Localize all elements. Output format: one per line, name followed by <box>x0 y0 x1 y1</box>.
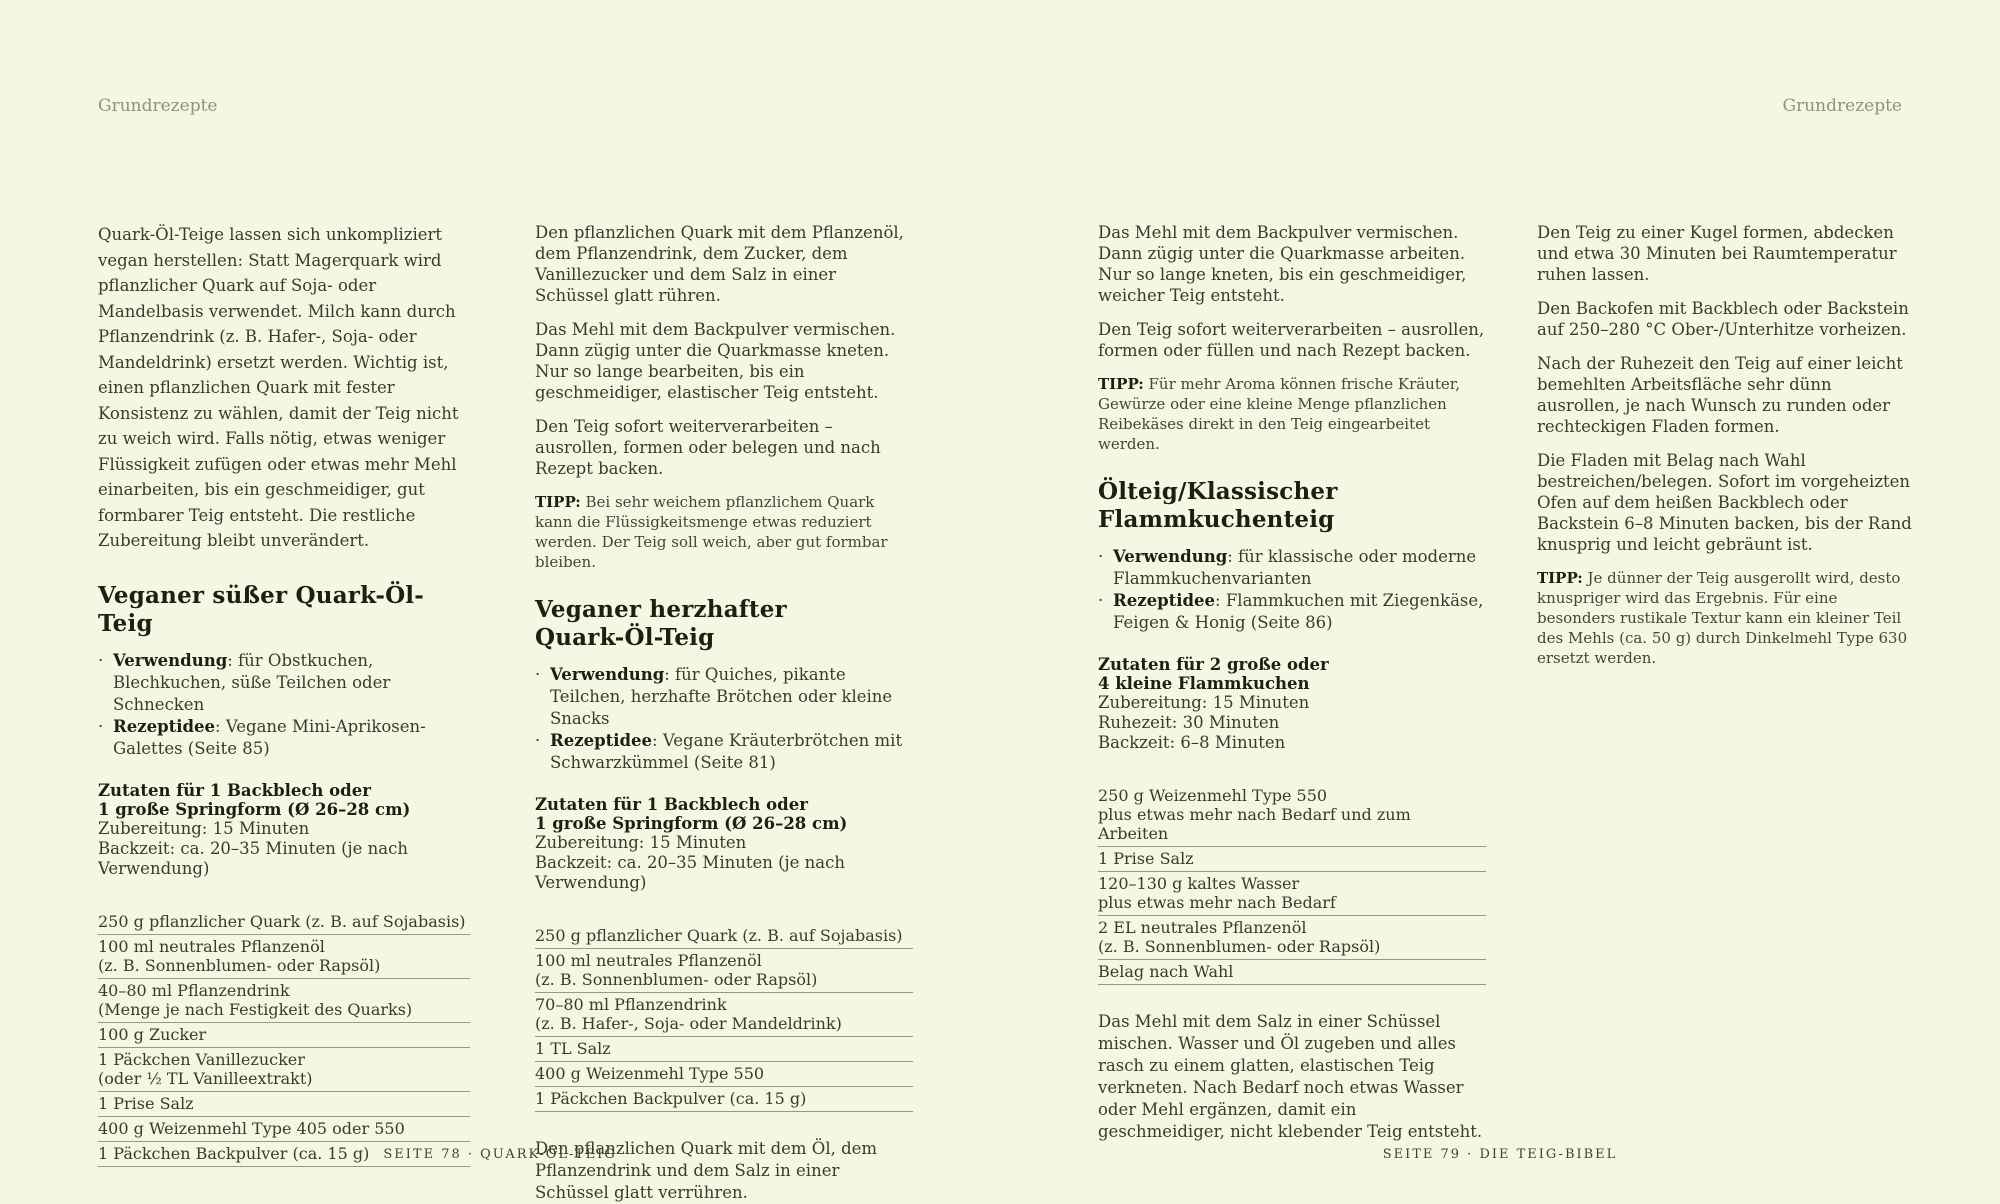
yield-line: Zutaten für 2 große oder <box>1098 655 1329 674</box>
tip-label: TIPP: <box>1098 375 1144 393</box>
ingredient-row <box>1098 960 1486 985</box>
ingredient-row <box>535 949 913 993</box>
page-footer-left: SEITE 78 · QUARK-ÖL-TEIG <box>383 1147 617 1162</box>
list-item <box>535 664 913 730</box>
step-paragraph: Das Mehl mit dem Backpulver vermischen. Dann zügig unter die Quarkmasse arbeiten. Nur so lange kneten, bis ein geschmeidiger, weicher Teig entsteht. <box>1098 223 1467 305</box>
ingredient-line: 1 Prise Salz <box>98 1093 194 1113</box>
ingredient-line: 250 g pflanzlicher Quark (z. B. auf Sojabasis) <box>535 926 903 945</box>
page-footer-right: SEITE 79 · DIE TEIG-BIBEL <box>1382 1147 1618 1162</box>
step-paragraph: Das Mehl mit dem Salz in einer Schüssel mischen. Wasser und Öl zugeben und alles rasch zu einem glatten, elastischen Teig verkneten. Nach Bedarf noch etwas Wasser oder Mehl ergänzen, damit ein geschmeidiger, nicht klebender Teig entsteht. <box>1098 1012 1483 1141</box>
ingredient-line: Belag nach Wahl <box>1098 962 1234 981</box>
yield-line: 1 große Springform (Ø 26–28 cm) <box>98 799 411 819</box>
list-item-label: Verwendung <box>550 665 665 684</box>
ingredient-row <box>535 1087 913 1112</box>
ingredient-line: 1 Päckchen Backpulver (ca. 15 g) <box>535 1089 807 1108</box>
ingredient-line: 2 EL neutrales Pflanzenöl <box>1098 918 1307 937</box>
running-header-left: Grundrezepte <box>98 96 218 116</box>
column-1 <box>98 222 470 1167</box>
list-item-text <box>113 716 470 760</box>
list-item-text <box>1113 590 1486 634</box>
list-item <box>1098 546 1486 590</box>
list-item-text <box>550 664 913 730</box>
step-paragraph: Den Backofen mit Backblech oder Backstein auf 250–280 °C Ober-/Unterhitze vorheizen. <box>1537 299 1909 339</box>
meta-line: Zubereitung: 15 Minuten <box>98 818 310 838</box>
ingredient-row <box>1098 847 1486 872</box>
list-item-value: : für klassische oder moderne Flammkuchenvarianten <box>1113 547 1477 588</box>
recipe-meta <box>535 833 913 893</box>
title-line: Flammkuchenteig <box>1098 506 1335 533</box>
bullet-icon: · <box>1098 591 1104 610</box>
recipe-title-oil-dough-flammkuchen <box>1098 478 1486 534</box>
list-item-label: Verwendung <box>113 650 228 670</box>
ingredient-line: 250 g Weizenmehl Type 550 <box>1098 786 1328 805</box>
meta-line: Backzeit: ca. 20–35 Minuten (je nach Verwendung) <box>98 838 409 878</box>
tip-paragraph <box>535 492 913 572</box>
ingredient-line: 70–80 ml Pflanzendrink <box>535 995 727 1014</box>
intro-paragraph: Quark-Öl-Teige lassen sich unkompliziert vegan herstellen: Statt Magerquark wird pflanzlicher Quark auf Soja- oder Mandelbasis verwendet. Milch kann durch Pflanzendrink (z. B. Hafer-, Soja- oder Mandeldrink) ersetzt werden. Wichtig ist, einen pflanzlichen Quark mit fester Konsistenz zu wählen, damit der Teig nicht zu weich wird. Falls nötig, etwas weniger Flüssigkeit zufügen oder etwas mehr Mehl einarbeiten, bis ein geschmeidiger, gut formbarer Teig entsteht. Die restliche Zubereitung bleibt unverändert. <box>98 225 459 550</box>
list-item-label: Verwendung <box>1113 547 1228 566</box>
ingredient-line: (z. B. Sonnenblumen- oder Rapsöl) <box>1098 937 1381 956</box>
yield-line: 4 kleine Flammkuchen <box>1098 674 1310 693</box>
meta-line: Zubereitung: 15 Minuten <box>1098 693 1310 712</box>
meta-line: Backzeit: 6–8 Minuten <box>1098 733 1286 752</box>
yield-heading <box>1098 655 1486 693</box>
ingredient-line: 400 g Weizenmehl Type 405 oder 550 <box>98 1118 405 1138</box>
yield-heading <box>98 781 470 819</box>
ingredient-line: 100 ml neutrales Pflanzenöl <box>98 936 325 956</box>
title-line: Quark-Öl-Teig <box>535 624 715 651</box>
recipe-title-savory-quark-oil-dough <box>535 596 913 652</box>
list-item-value: : für Quiches, pikante Teilchen, herzhafte Brötchen oder kleine Snacks <box>550 665 893 728</box>
ingredient-line: 1 TL Salz <box>535 1039 611 1058</box>
ingredient-list <box>98 910 470 1167</box>
list-item-value: : Vegane Mini-Aprikosen-Galettes (Seite 85) <box>113 716 426 758</box>
list-item <box>98 650 470 716</box>
tip-text: Für mehr Aroma können frische Kräuter, Gewürze oder eine kleine Menge pflanzlichen Reibekäses direkt in den Teig eingearbeitet werden. <box>1098 375 1461 453</box>
step-paragraph: Den pflanzlichen Quark mit dem Öl, dem Pflanzendrink und dem Salz in einer Schüssel glatt verrühren. <box>535 1139 878 1202</box>
list-item-label: Rezeptidee <box>113 716 216 736</box>
bullet-icon: · <box>1098 547 1104 566</box>
yield-line: Zutaten für 1 Backblech oder <box>535 795 808 814</box>
list-item-value: : Vegane Kräuterbrötchen mit Schwarzkümmel (Seite 81) <box>550 731 903 772</box>
ingredient-row <box>98 910 470 935</box>
ingredient-row <box>535 993 913 1037</box>
ingredient-line: 400 g Weizenmehl Type 550 <box>535 1064 765 1083</box>
usage-list <box>535 664 913 774</box>
usage-list <box>1098 546 1486 634</box>
usage-list <box>98 650 470 760</box>
ingredient-row <box>98 1092 470 1117</box>
ingredient-row <box>1098 916 1486 960</box>
list-item-value: : für Obstkuchen, Blechkuchen, süße Teilchen oder Schnecken <box>113 650 391 714</box>
meta-line: Backzeit: ca. 20–35 Minuten (je nach Verwendung) <box>535 853 846 892</box>
ingredient-line: (z. B. Sonnenblumen- oder Rapsöl) <box>535 970 818 989</box>
tip-label: TIPP: <box>1537 569 1583 587</box>
list-item-label: Rezeptidee <box>1113 591 1216 610</box>
ingredient-line: (oder ½ TL Vanilleextrakt) <box>98 1068 313 1088</box>
ingredient-row <box>535 1037 913 1062</box>
ingredient-line: (z. B. Hafer-, Soja- oder Mandeldrink) <box>535 1014 842 1033</box>
ingredient-row <box>98 1023 470 1048</box>
step-paragraph: Den pflanzlichen Quark mit dem Pflanzenöl, dem Pflanzendrink, dem Zucker, dem Vanillezucker und dem Salz in einer Schüssel glatt rühren. <box>535 223 904 305</box>
ingredient-line: 1 Prise Salz <box>1098 849 1194 868</box>
tip-label: TIPP: <box>535 493 581 511</box>
ingredient-line: 1 Päckchen Vanillezucker <box>98 1049 305 1069</box>
ingredient-row <box>98 935 470 979</box>
bullet-icon: · <box>535 731 541 750</box>
ingredient-row <box>535 1062 913 1087</box>
tip-text: Je dünner der Teig ausgerollt wird, desto knuspriger wird das Ergebnis. Für eine besonders rustikale Textur kann ein kleiner Teil des Mehls (ca. 50 g) durch Dinkelmehl Type 630 ersetzt werden. <box>1537 569 1908 667</box>
title-line: Veganer herzhafter <box>535 596 787 623</box>
ingredient-line: 120–130 g kaltes Wasser <box>1098 874 1300 893</box>
tip-paragraph <box>1098 374 1486 454</box>
list-item-label: Rezeptidee <box>550 731 653 750</box>
ingredient-line: 1 Päckchen Backpulver (ca. 15 g) <box>98 1143 370 1163</box>
ingredient-row <box>1098 784 1486 847</box>
ingredient-line: 100 g Zucker <box>98 1024 207 1044</box>
tip-paragraph <box>1537 568 1919 668</box>
ingredient-line: plus etwas mehr nach Bedarf <box>1098 893 1336 912</box>
tip-text: Bei sehr weichem pflanzlichem Quark kann die Flüssigkeitsmenge etwas reduziert werden. Der Teig soll weich, aber gut formbar bleiben. <box>535 493 888 571</box>
step-paragraph: Den Teig zu einer Kugel formen, abdecken und etwa 30 Minuten bei Raumtemperatur ruhen lassen. <box>1537 223 1897 284</box>
column-2 <box>535 222 913 1204</box>
list-item-text <box>1113 546 1486 590</box>
meta-line: Ruhezeit: 30 Minuten <box>1098 713 1280 732</box>
yield-line: 1 große Springform (Ø 26–28 cm) <box>535 814 848 833</box>
column-3 <box>1098 222 1486 1143</box>
running-header-right: Grundrezepte <box>1782 96 1902 116</box>
ingredient-row <box>98 979 470 1023</box>
ingredient-row <box>1098 872 1486 916</box>
list-item-value: : Flammkuchen mit Ziegenkäse, Feigen & Honig (Seite 86) <box>1113 591 1484 632</box>
step-paragraph: Die Fladen mit Belag nach Wahl bestreichen/belegen. Sofort im vorgeheizten Ofen auf dem heißen Backblech oder Backstein 6–8 Minuten backen, bis der Rand knusprig und leicht gebräunt ist. <box>1537 451 1912 554</box>
ingredient-line: plus etwas mehr nach Bedarf und zum Arbeiten <box>1098 805 1411 843</box>
recipe-meta <box>98 819 470 879</box>
ingredient-line: 100 ml neutrales Pflanzenöl <box>535 951 762 970</box>
list-item <box>535 730 913 774</box>
step-paragraph: Das Mehl mit dem Backpulver vermischen. Dann zügig unter die Quarkmasse kneten. Nur so lange bearbeiten, bis ein geschmeidiger, elastischer Teig entsteht. <box>535 320 896 402</box>
step-paragraph: Den Teig sofort weiterverarbeiten – ausrollen, formen oder belegen und nach Rezept backen. <box>535 417 881 478</box>
list-item-text <box>550 730 913 774</box>
ingredient-line: (z. B. Sonnenblumen- oder Rapsöl) <box>98 955 381 975</box>
title-line: Ölteig/Klassischer <box>1098 478 1338 505</box>
ingredient-list <box>535 924 913 1112</box>
yield-heading <box>535 795 913 833</box>
bullet-icon: · <box>98 716 104 736</box>
ingredient-list <box>1098 784 1486 985</box>
ingredient-row <box>98 1048 470 1092</box>
recipe-title-sweet-quark-oil-dough: Veganer süßer Quark-Öl-Teig <box>98 581 424 637</box>
ingredient-line: (Menge je nach Festigkeit des Quarks) <box>98 999 413 1019</box>
ingredient-line: 40–80 ml Pflanzendrink <box>98 980 290 1000</box>
recipe-meta <box>1098 693 1486 753</box>
meta-line: Zubereitung: 15 Minuten <box>535 833 747 852</box>
column-4 <box>1537 222 1919 681</box>
list-item <box>1098 590 1486 634</box>
list-item <box>98 716 470 760</box>
bullet-icon: · <box>98 650 104 670</box>
step-paragraph: Nach der Ruhezeit den Teig auf einer leicht bemehlten Arbeitsfläche sehr dünn ausrollen, je nach Wunsch zu runden oder rechteckigen Fladen formen. <box>1537 354 1903 436</box>
ingredient-line: 250 g pflanzlicher Quark (z. B. auf Sojabasis) <box>98 911 466 931</box>
ingredient-row <box>535 924 913 949</box>
step-paragraph: Den Teig sofort weiterverarbeiten – ausrollen, formen oder füllen und nach Rezept backen. <box>1098 320 1485 360</box>
yield-line: Zutaten für 1 Backblech oder <box>98 780 371 800</box>
ingredient-row <box>98 1117 470 1142</box>
list-item-text <box>113 650 470 716</box>
bullet-icon: · <box>535 665 541 684</box>
